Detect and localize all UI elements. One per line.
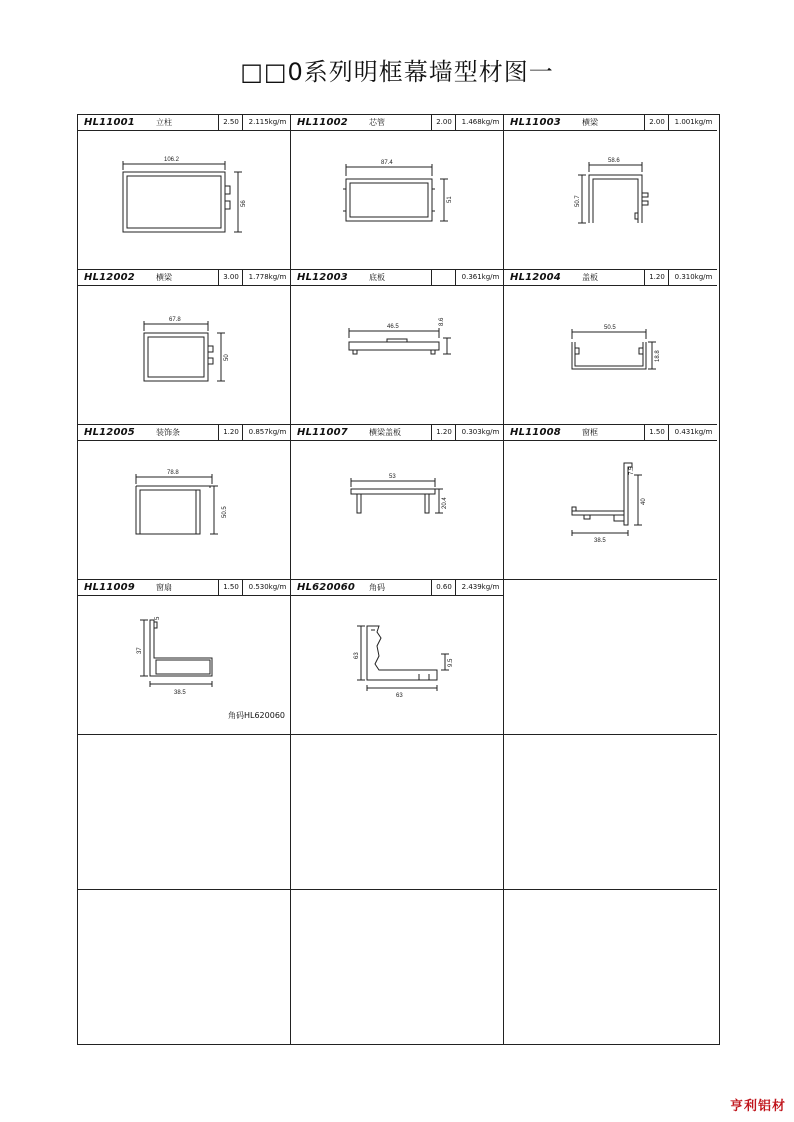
profile-header [504,115,717,131]
profile-code: HL11009 [84,582,135,593]
profile-cell-hl12003 [291,270,504,425]
profile-drawing [504,286,717,424]
table-row [78,115,719,270]
profile-section-drawing [291,596,504,734]
profile-name: 底板 [369,273,385,282]
dim-label: 18.8 [655,350,661,362]
profile-name: 横梁 [582,118,598,127]
profile-header [291,425,503,441]
profile-thickness: 1.20 [431,425,456,440]
profile-code: HL12005 [84,427,135,438]
profile-weight: 2.115kg/m [242,115,292,130]
profile-drawing [78,131,290,269]
profile-name: 角码 [369,583,385,592]
profile-cell-hl12004 [504,270,717,425]
profile-header [504,270,717,286]
profile-thickness: 2.00 [644,115,669,130]
profile-drawing [291,131,503,269]
dim-label: 51 [447,196,453,203]
table-row [78,735,719,890]
brand-watermark: 亨利铝材 [729,1099,786,1114]
profile-cell-hl12005 [78,425,291,580]
empty-cell [504,580,717,735]
profile-name: 横梁 [156,273,172,282]
profile-header [504,425,717,441]
empty-cell [291,735,504,890]
page-title: □□0系列明框幕墙型材图一 [240,58,554,86]
profile-cell-hl11001 [78,115,291,270]
cell-note: 角码HL620060 [228,711,286,720]
profile-header [78,115,290,131]
profile-thickness: 1.20 [218,425,243,440]
profile-weight: 0.431kg/m [668,425,718,440]
dim-label: 63 [354,652,360,659]
empty-cell [504,890,717,1045]
profile-name: 窗框 [582,428,598,437]
profile-drawing [291,441,503,579]
profile-weight: 0.303kg/m [455,425,505,440]
dim-label: 50.5 [604,325,616,331]
dim-label: 106.2 [164,157,180,163]
profile-code: HL11008 [510,427,561,438]
dim-label: 56 [241,200,247,207]
empty-cell [78,735,291,890]
table-row [78,425,719,580]
profile-name: 装饰条 [156,428,180,437]
profile-thickness: 2.50 [218,115,243,130]
profile-name: 窗扇 [156,583,172,592]
profile-code: HL11002 [297,117,348,128]
profile-section-drawing [504,131,717,269]
profile-weight: 0.857kg/m [242,425,292,440]
empty-cell [504,735,717,890]
profile-weight: 0.310kg/m [668,270,718,285]
profile-header [291,115,503,131]
profile-thickness: 3.00 [218,270,243,285]
profile-header [78,425,290,441]
profile-thickness: 0.60 [431,580,456,595]
profile-weight: 2.439kg/m [455,580,505,595]
profile-thickness: 1.20 [644,270,669,285]
profile-code: HL12004 [510,272,561,283]
profile-code: HL11001 [84,117,135,128]
profile-header [78,580,290,596]
dim-label: 9.5 [448,658,454,667]
profile-section-drawing [78,441,291,579]
profile-section-drawing [291,286,504,424]
profile-thickness: 1.50 [644,425,669,440]
profile-drawing [291,596,503,734]
profile-weight: 1.778kg/m [242,270,292,285]
profile-name: 盖板 [582,273,598,282]
dim-label: 50.5 [222,506,228,518]
profile-cell-hl620060 [291,580,504,735]
profile-section-drawing [291,131,504,269]
empty-cell [78,890,291,1045]
dim-label: 7.5 [629,466,635,475]
dim-label: 58.6 [608,158,620,164]
profile-code: HL12003 [297,272,348,283]
table-row [78,890,719,1045]
profile-header [291,270,503,286]
profile-cell-hl11008 [504,425,717,580]
profile-name: 横梁盖板 [369,428,401,437]
profile-thickness [431,270,456,285]
dim-label: 78.8 [167,470,179,476]
dim-label: 53 [389,474,396,480]
dim-label: 63 [396,693,403,699]
dim-label: 87.4 [381,160,393,166]
table-row [78,580,719,735]
empty-cell [291,890,504,1045]
dim-label: 20.4 [442,497,448,509]
dim-label: 37 [137,647,143,654]
profile-code: HL620060 [297,582,356,593]
profile-code: HL12002 [84,272,135,283]
profile-code: HL11007 [297,427,348,438]
dim-label: 38.5 [174,690,186,696]
profile-section-drawing [291,441,504,579]
profile-code: HL11003 [510,117,561,128]
dim-label: 8.6 [439,317,445,326]
profile-section-drawing [504,286,717,424]
profile-drawing [78,286,290,424]
profile-table [77,114,720,1045]
profile-drawing [78,596,290,734]
dim-label: 67.8 [169,317,181,323]
profile-name: 芯管 [369,118,385,127]
profile-cell-hl11003 [504,115,717,270]
profile-header [291,580,503,596]
profile-thickness: 1.50 [218,580,243,595]
profile-name: 立柱 [156,118,172,127]
profile-section-drawing [78,131,291,269]
dim-label: 50.7 [575,195,581,207]
profile-cell-hl11007 [291,425,504,580]
profile-cell-hl11002 [291,115,504,270]
profile-weight: 0.530kg/m [242,580,292,595]
dim-label: 5 [155,616,161,620]
profile-weight: 0.361kg/m [455,270,505,285]
table-row [78,270,719,425]
dim-label: 38.5 [594,538,606,544]
dim-label: 50 [224,354,230,361]
profile-drawing [504,131,717,269]
profile-weight: 1.468kg/m [455,115,505,130]
dim-label: 40 [641,498,647,505]
profile-weight: 1.001kg/m [668,115,718,130]
profile-cell-hl12002 [78,270,291,425]
profile-thickness: 2.00 [431,115,456,130]
profile-header [78,270,290,286]
dim-label: 46.5 [387,324,399,330]
profile-section-drawing [504,441,717,579]
profile-drawing [291,286,503,424]
profile-cell-hl11009 [78,580,291,735]
profile-drawing [78,441,290,579]
profile-drawing [504,441,717,579]
profile-section-drawing [78,286,291,424]
